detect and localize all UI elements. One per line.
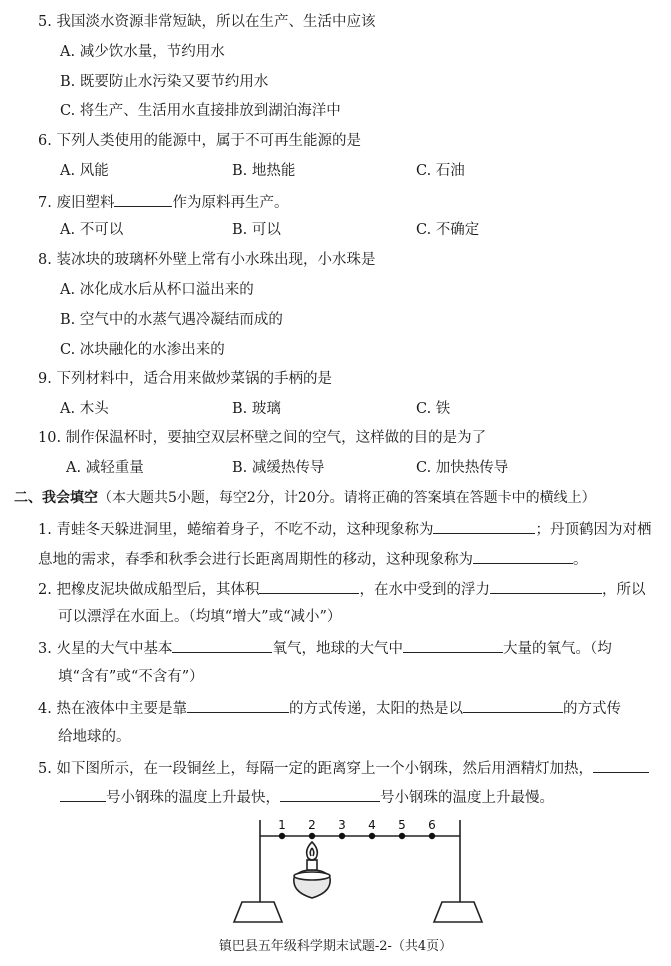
alcohol-lamp-neck bbox=[307, 860, 317, 870]
fill5-text-b: 号小钢珠的温度上升最快， bbox=[106, 790, 280, 806]
left-stand-base bbox=[234, 902, 282, 922]
fill2-text-b: ，在水中受到的浮力 bbox=[359, 582, 490, 598]
q5-stem: 5. 我国淡水资源非常短缺，所以在生产、生活中应该 bbox=[38, 14, 376, 30]
steel-ball-label-3: 3 bbox=[338, 818, 346, 832]
page-footer: 镇巴县五年级科学期末试题-2-（共4页） bbox=[218, 939, 453, 954]
q9-option-a: A. 木头 bbox=[60, 401, 109, 417]
steel-ball-5 bbox=[399, 833, 405, 839]
fill4-text-a: 4. 热在液体中主要是靠 bbox=[38, 701, 187, 717]
q10-option-b: B. 减缓热传导 bbox=[232, 460, 325, 476]
q9-stem: 9. 下列材料中，适合用来做炒菜锅的手柄的是 bbox=[38, 371, 332, 387]
fill4-text-c: 的方式传 bbox=[562, 701, 621, 717]
q8-stem: 8. 装冰块的玻璃杯外壁上常有小水珠出现，小水珠是 bbox=[38, 252, 376, 268]
q5-option-c: C. 将生产、生活用水直接排放到湖泊海洋中 bbox=[60, 103, 341, 119]
q7-option-c: C. 不确定 bbox=[416, 222, 480, 238]
steel-ball-1 bbox=[279, 833, 285, 839]
fill1-text-d: 。 bbox=[573, 552, 588, 568]
fill2-blank-2 bbox=[490, 578, 602, 594]
fill4-text-b: 的方式传递，太阳的热是以 bbox=[288, 701, 463, 717]
fill2-line2: 可以漂浮在水面上。（均填“增大”或“减小”） bbox=[58, 609, 342, 625]
fill5-text-a: 5. 如下图所示，在一段铜丝上，每隔一定的距离穿上一个小钢珠，然后用酒精灯加热， bbox=[38, 761, 593, 777]
fill5-blank-1a bbox=[593, 757, 649, 773]
steel-ball-3 bbox=[339, 833, 345, 839]
steel-ball-label-2: 2 bbox=[308, 818, 316, 832]
fill5-text-c: 号小钢珠的温度上升最慢。 bbox=[380, 790, 554, 806]
fill2-line1 bbox=[38, 578, 645, 600]
fill4-blank-1 bbox=[187, 697, 289, 713]
fill3-line2: 填“含有”或“不含有”） bbox=[58, 669, 204, 685]
q7-stem-after: 作为原料再生产。 bbox=[172, 195, 289, 211]
fill1-text-b: ；丹顶鹤因为对栖 bbox=[535, 522, 652, 538]
q7-blank bbox=[114, 191, 172, 207]
fill4-line2: 给地球的。 bbox=[58, 729, 131, 745]
q7-option-b: B. 可以 bbox=[232, 222, 281, 238]
steel-ball-2 bbox=[309, 833, 315, 839]
steel-ball-label-6: 6 bbox=[428, 818, 436, 832]
fill4-line1 bbox=[38, 697, 621, 719]
fill1-text-c: 息地的需求，春季和秋季会进行长距离周期性的移动，这种现象称为 bbox=[38, 552, 473, 568]
q7-stem bbox=[38, 191, 288, 213]
q6-option-b: B. 地热能 bbox=[232, 163, 296, 179]
section2-desc: （本大题共5小题，每空2分，计20分。请将正确的答案填在答题卡中的横线上） bbox=[98, 490, 596, 506]
q7-option-a: A. 不可以 bbox=[60, 222, 124, 238]
fill3-blank-1 bbox=[172, 637, 272, 653]
fill3-text-b: 氧气，地球的大气中 bbox=[272, 641, 403, 657]
alcohol-lamp-top bbox=[294, 872, 330, 880]
fill5-blank-2 bbox=[280, 786, 380, 802]
flame-icon bbox=[307, 842, 318, 860]
steel-ball-label-1: 1 bbox=[278, 818, 286, 832]
q10-option-c: C. 加快热传导 bbox=[416, 460, 509, 476]
fill5-line1 bbox=[38, 757, 649, 779]
section2-heading bbox=[14, 488, 596, 508]
fill3-line1 bbox=[38, 637, 612, 659]
q8-option-a: A. 冰化成水后从杯口溢出来的 bbox=[60, 282, 254, 298]
right-stand-base bbox=[434, 902, 482, 922]
fill1-blank-1 bbox=[433, 518, 535, 534]
q7-stem-before: 7. 废旧塑料 bbox=[38, 195, 115, 211]
q9-option-b: B. 玻璃 bbox=[232, 401, 281, 417]
fill3-text-a: 3. 火星的大气中基本 bbox=[38, 641, 173, 657]
q5-option-a: A. 减少饮水量，节约用水 bbox=[60, 44, 225, 60]
q10-stem: 10. 制作保温杯时，要抽空双层杯壁之间的空气，这样做的目的是为了 bbox=[38, 430, 487, 446]
q9-option-c: C. 铁 bbox=[416, 401, 451, 417]
steel-ball-label-4: 4 bbox=[368, 818, 376, 832]
fill3-blank-2 bbox=[403, 637, 503, 653]
fill1-line2 bbox=[38, 548, 588, 570]
q8-option-c: C. 冰块融化的水渗出来的 bbox=[60, 342, 225, 358]
q5-option-b: B. 既要防止水污染又要节约用水 bbox=[60, 74, 269, 90]
fill1-line1 bbox=[38, 518, 651, 540]
fill2-text-c: ，所以 bbox=[601, 582, 646, 598]
section2-title: 二、我会填空 bbox=[14, 490, 98, 506]
q6-stem: 6. 下列人类使用的能源中，属于不可再生能源的是 bbox=[38, 133, 361, 149]
fill3-text-c: 大量的氧气。（均 bbox=[502, 641, 612, 657]
fill5-line2 bbox=[60, 786, 554, 808]
fill1-blank-2 bbox=[473, 548, 573, 564]
q8-option-b: B. 空气中的水蒸气遇冷凝结而成的 bbox=[60, 312, 283, 328]
fill4-blank-2 bbox=[463, 697, 563, 713]
copper-wire-figure bbox=[230, 812, 490, 930]
fill5-blank-1b bbox=[60, 786, 106, 802]
steel-ball-4 bbox=[369, 833, 375, 839]
steel-ball-label-5: 5 bbox=[398, 818, 406, 832]
fill2-text-a: 2. 把橡皮泥块做成船型后，其体积 bbox=[38, 582, 260, 598]
fill1-text-a: 1. 青蛙冬天躲进洞里，蜷缩着身子，不吃不动，这种现象称为 bbox=[38, 522, 434, 538]
q10-option-a: A. 减轻重量 bbox=[66, 460, 144, 476]
q6-option-c: C. 石油 bbox=[416, 163, 465, 179]
q6-option-a: A. 风能 bbox=[60, 163, 109, 179]
fill2-blank-1 bbox=[259, 578, 359, 594]
steel-ball-6 bbox=[429, 833, 435, 839]
